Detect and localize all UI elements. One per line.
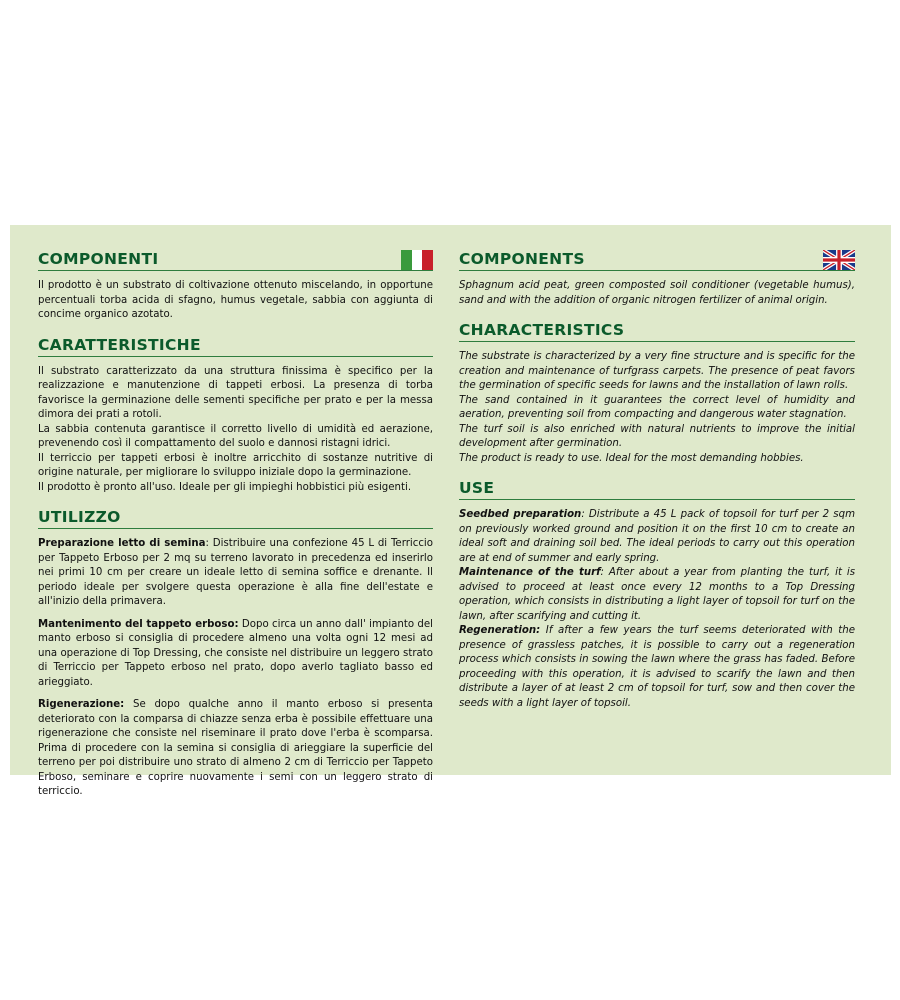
italy-flag-icon [401,250,433,270]
use-paragraph [459,508,855,711]
utilizzo-p1-label: Preparazione letto di semina [38,538,206,549]
english-column [459,249,855,711]
utilizzo-title: UTILIZZO [38,508,121,526]
caratteristiche-text: Il substrato caratterizzato da una struttura finissima è specifico per la realizzazione e manutenzione di tappeti erbosi. La presenza di torba favorisce la germinazione delle sementi specifiche per prato e per la messa dimora dei prati a rotoli. La sabbia contenuta garantisce il corretto livello di umidità ed aerazione, prevenendo così il compattamento del suolo e dannosi ristagni idrici. Il terriccio per tappeti erbosi è inoltre arricchito di sostanze nutritive di origine naturale, per migliorare lo sviluppo iniziale dopo la germinazione. Il prodotto è pronto all'uso. Ideale per gli impieghi hobbistici più esigenti. [38,365,433,493]
utilizzo-p2-label: Mantenimento del tappeto erboso: [38,618,239,630]
utilizzo-paragraph-3 [38,698,433,800]
characteristics-text: The substrate is characterized by a very fine structure and is specific for the creation and maintenance of turfgrass carpets. The presence of peat favors the germination of specific seeds for lawns and the installation of lawn rolls. The sand contained in it guarantees the correct level of humidity and aeration, preventing soil from compacting and dangerous water stagnation. The turf soil is also enriched with natural nutrients to improve the initial development after germination. The product is ready to use. Ideal for the most demanding hobbies. [459,351,855,464]
use-title: USE [459,479,495,497]
use-p3-label: Regeneration: [459,625,541,636]
utilizzo-p2-text: Dopo circa un anno dall' impianto del manto erboso si consiglia di procedere almeno una volta ogni 12 mesi ad una operazione di Top Dressing, che consiste nel distribuire un leggero strato di Terriccio per Tappeto erboso nel prato, dopo averlo tagliato basso ed arieggiato. [38,618,433,688]
uk-flag-icon [823,250,855,270]
caratteristiche-title: CARATTERISTICHE [38,335,201,354]
characteristics-heading-row [459,320,855,342]
utilizzo-paragraph-1 [38,537,433,610]
caratteristiche-heading-row [38,335,433,357]
componenti-title: COMPONENTI [38,250,159,268]
italian-column [38,249,433,808]
use-p1-text: : Distribute a 45 L pack of topsoil for turf per 2 sqm on previously worked ground and position it on the first 10 cm to create an ideal soft and draining soil bed. The ideal periods to carry out this operation are at end of summer and early spring. [459,509,855,564]
utilizzo-p1-text: : Distribuire una confezione 45 L di Terriccio per Tappeto Erboso per 2 mq su terreno lavorato in precedenza ed inserirlo nei primi 10 cm per creare un ideale letto di semina soffice e drenante. Il periodo ideale per svolgere questa operazione è alla fine dell'estate e all'inizio della primavera. [38,538,433,607]
components-text: Sphagnum acid peat, green composted soil conditioner (vegetable humus), sand and with the addition of organic nitrogen fertilizer of animal origin. [459,280,855,306]
utilizzo-heading-row [38,507,433,529]
utilizzo-p3-text: Se dopo qualche anno il manto erboso si presenta deteriorato con la comparsa di chiazze senza erba è possibile effettuare una rigenerazione che consiste nel riseminare il prato dove l'erba è scomparsa. Prima di procedere con la semina si consiglia di arieggiare la superficie del terreno per poi distribuire uno strato di almeno 2 cm di Terriccio per Tappeto Erboso, seminare e coprire nuovamente i semi con un leggero strato di terriccio. [38,699,433,797]
use-p3-text: If after a few years the turf seems deteriorated with the presence of grassless patches, it is possible to carry out a regeneration process which consists in sowing the lawn where the grass has faded. Before proceeding with this operation, it is advised to scarify the lawn and then distribute a layer of at least 2 cm of topsoil for turf, sow and then cover the seeds with a light layer of topsoil. [459,625,855,709]
utilizzo-p3-label: Rigenerazione: [38,699,125,710]
use-p2-label: Maintenance of the turf [459,567,601,578]
use-p1-label: Seedbed preparation [459,509,582,520]
componenti-text: Il prodotto è un substrato di coltivazione ottenuto miscelando, in opportune percentuali torba acida di sfagno, humus vegetale, sabbia con aggiunta di concime organico azotato. [38,280,433,320]
product-info-panel [10,225,891,797]
components-title: COMPONENTS [459,250,585,268]
use-p2-text: : After about a year from planting the turf, it is advised to proceed at least once every 12 months to a Top Dressing operation, which consists in distributing a light layer of topsoil for turf on the lawn, after scarifying and cutting it. [459,567,855,622]
utilizzo-paragraph-2 [38,618,433,691]
componenti-heading-row [38,249,433,271]
characteristics-title: CHARACTERISTICS [459,321,625,339]
use-heading-row [459,478,855,500]
components-heading-row [459,249,855,271]
